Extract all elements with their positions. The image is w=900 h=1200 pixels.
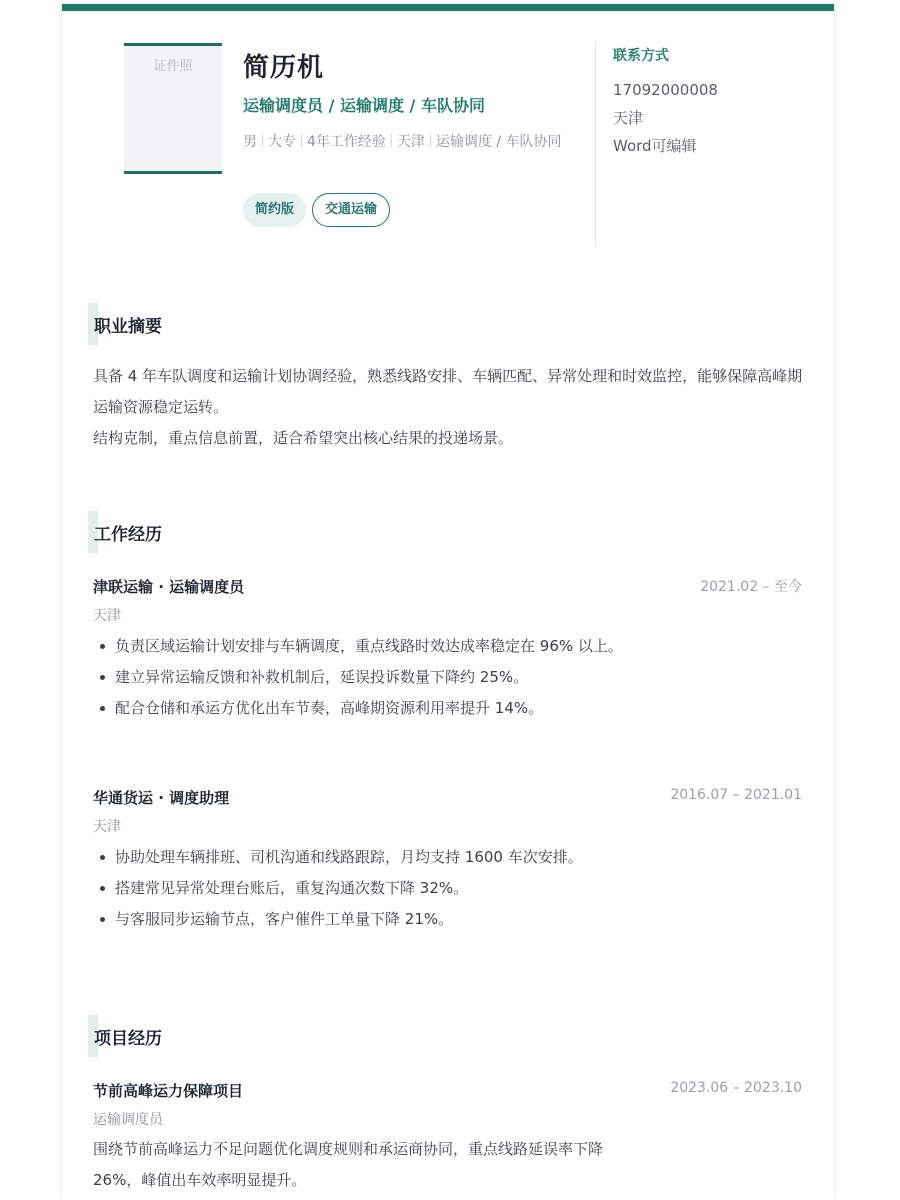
work-entry-bullets — [93, 631, 653, 724]
contact-title: 联系方式 — [613, 48, 669, 64]
section-summary-header — [88, 303, 162, 345]
contact-note: Word可编辑 — [613, 137, 697, 155]
meta-direction: 运输调度 / 车队协同 — [435, 134, 562, 150]
id-photo-label: 证件照 — [153, 59, 193, 74]
project-entry-date: 2023.06 – 2023.10 — [670, 1080, 802, 1096]
id-photo-placeholder — [124, 43, 222, 174]
section-summary-title: 职业摘要 — [94, 316, 162, 337]
list-item: 协助处理车辆排班、司机沟通和线路跟踪，月均支持 1600 车次安排。 — [93, 842, 653, 873]
work-entry-date: 2021.02 – 至今 — [700, 579, 802, 595]
summary-line: 结构克制，重点信息前置，适合希望突出核心结果的投递场景。 — [93, 429, 514, 447]
section-projects-header — [88, 1015, 162, 1057]
meta-education: 大专 — [268, 134, 296, 150]
contact-list — [613, 76, 718, 160]
contact-phone: 17092000008 — [613, 81, 718, 99]
candidate-name: 简历机 — [243, 53, 325, 83]
work-entry-date: 2016.07 – 2021.01 — [670, 787, 802, 803]
section-work-title: 工作经历 — [94, 524, 162, 545]
meta-experience: 4年工作经验 — [307, 134, 386, 150]
meta-separator — [430, 134, 431, 147]
list-item: 搭建常见异常处理台账后，重复沟通次数下降 32%。 — [93, 873, 653, 904]
meta-gender: 男 — [243, 134, 257, 150]
header-divider — [595, 42, 596, 246]
resume-sheet — [62, 4, 834, 1200]
section-work-header — [88, 511, 162, 553]
project-entry-description: 围绕节前高峰运力不足问题优化调度规则和承运商协同，重点线路延误率下降 26%，峰值出车效率明显提升。 — [93, 1140, 604, 1189]
work-entry-location: 天津 — [93, 819, 121, 835]
list-item: 与客服同步运输节点，客户催件工单量下降 21%。 — [93, 904, 653, 935]
work-entry-title: 津联运输 · 运输调度员 — [93, 578, 245, 596]
contact-city: 天津 — [613, 109, 644, 127]
list-item: 负责区域运输计划安排与车辆调度，重点线路时效达成率稳定在 96% 以上。 — [93, 631, 653, 662]
meta-separator — [391, 134, 392, 147]
list-item: 建立异常运输反馈和补救机制后，延误投诉数量下降约 25%。 — [93, 662, 653, 693]
accent-top-bar — [62, 4, 834, 11]
list-item: 配合仓储和承运方优化出车节奏，高峰期资源利用率提升 14%。 — [93, 693, 653, 724]
tag-style: 简约版 — [243, 193, 306, 227]
meta-separator — [262, 134, 263, 147]
meta-city: 天津 — [396, 134, 425, 150]
summary-text — [93, 361, 813, 454]
project-entry-role: 运输调度员 — [93, 1112, 163, 1128]
job-headline: 运输调度员 / 运输调度 / 车队协同 — [243, 96, 485, 115]
meta-separator — [301, 134, 302, 147]
summary-line: 具备 4 年车队调度和运输计划协调经验，熟悉线路安排、车辆匹配、异常处理和时效监控，能够保障高峰期运输资源稳定运转。 — [93, 367, 803, 416]
section-projects-title: 项目经历 — [94, 1028, 162, 1049]
tag-industry: 交通运输 — [312, 193, 390, 227]
work-entry-title: 华通货运 · 调度助理 — [93, 789, 230, 807]
work-entry-location: 天津 — [93, 608, 121, 624]
project-entry-title: 节前高峰运力保障项目 — [93, 1082, 244, 1100]
work-entry-bullets — [93, 842, 653, 935]
candidate-meta — [243, 128, 573, 156]
tag-list — [243, 193, 390, 227]
